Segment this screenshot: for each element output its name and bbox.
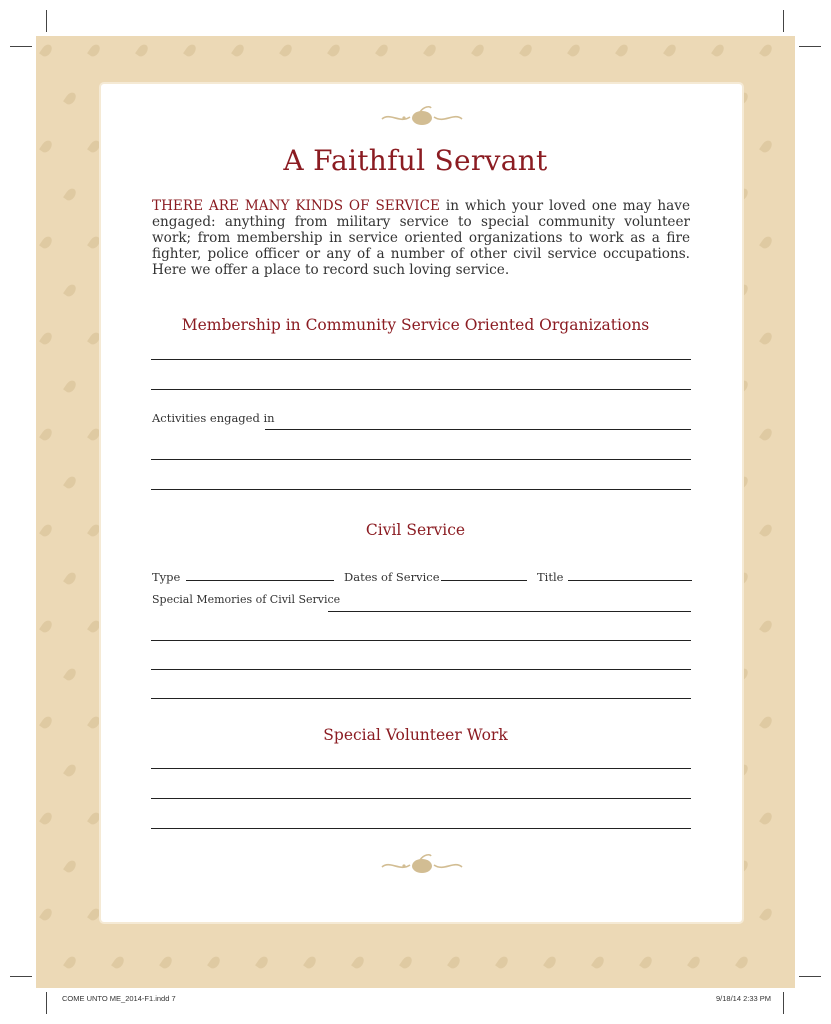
border-leaf-icon <box>87 619 102 635</box>
border-leaf-icon <box>135 43 150 59</box>
border-leaf-icon <box>63 379 78 395</box>
border-leaf-icon <box>327 43 342 59</box>
border-leaf-icon <box>39 235 54 251</box>
title-line[interactable] <box>568 580 692 581</box>
border-leaf-icon <box>519 43 534 59</box>
border-leaf-icon <box>759 907 774 923</box>
border-leaf-icon <box>87 907 102 923</box>
border-leaf-icon <box>63 283 78 299</box>
border-leaf-icon <box>39 811 54 827</box>
membership-line[interactable] <box>151 359 691 360</box>
border-leaf-icon <box>303 955 318 971</box>
border-leaf-icon <box>759 235 774 251</box>
border-leaf-icon <box>39 619 54 635</box>
type-label: Type <box>152 570 181 584</box>
border-leaf-icon <box>759 619 774 635</box>
leaf-ornament-icon <box>380 104 464 128</box>
crop-mark <box>799 46 821 47</box>
civil-memories-line[interactable] <box>151 669 691 670</box>
border-leaf-icon <box>759 811 774 827</box>
border-leaf-icon <box>543 955 558 971</box>
crop-mark <box>46 10 47 32</box>
civil-memories-line[interactable] <box>328 611 691 612</box>
border-leaf-icon <box>351 955 366 971</box>
crop-mark <box>799 976 821 977</box>
border-leaf-icon <box>63 763 78 779</box>
crop-mark <box>46 992 47 1014</box>
border-leaf-icon <box>711 43 726 59</box>
border-leaf-icon <box>87 427 102 443</box>
border-leaf-icon <box>87 811 102 827</box>
border-leaf-icon <box>87 235 102 251</box>
border-leaf-icon <box>159 955 174 971</box>
membership-heading: Membership in Community Service Oriented Organizations <box>181 316 650 334</box>
civil-memories-line[interactable] <box>151 640 691 641</box>
border-leaf-icon <box>615 43 630 59</box>
crop-mark <box>783 10 784 32</box>
leaf-ornament-icon <box>380 852 464 876</box>
border-leaf-icon <box>207 955 222 971</box>
crop-mark <box>10 976 32 977</box>
volunteer-work-heading: Special Volunteer Work <box>323 726 508 744</box>
border-leaf-icon <box>471 43 486 59</box>
border-leaf-icon <box>111 955 126 971</box>
border-leaf-icon <box>735 955 750 971</box>
border-leaf-icon <box>39 427 54 443</box>
civil-memories-line[interactable] <box>151 698 691 699</box>
border-leaf-icon <box>759 427 774 443</box>
page-title: A Faithful Servant <box>283 144 548 177</box>
dates-of-service-label: Dates of Service <box>344 570 440 584</box>
border-leaf-icon <box>39 43 54 59</box>
border-leaf-icon <box>183 43 198 59</box>
border-leaf-icon <box>495 955 510 971</box>
border-leaf-icon <box>255 955 270 971</box>
activities-line[interactable] <box>151 459 691 460</box>
volunteer-line[interactable] <box>151 828 691 829</box>
border-leaf-icon <box>591 955 606 971</box>
date-slug: 9/18/14 2:33 PM <box>716 994 772 1003</box>
crop-mark <box>783 992 784 1014</box>
border-leaf-icon <box>63 187 78 203</box>
border-leaf-icon <box>447 955 462 971</box>
civil-memories-label: Special Memories of Civil Service <box>152 593 341 606</box>
volunteer-line[interactable] <box>151 768 691 769</box>
border-leaf-icon <box>639 955 654 971</box>
intro-text: in which your loved one may have engaged: anything from military service to special community volunteer work; from membership in service oriented organizations to work as a fire fighter, police officer or any of a number of other civil service occupations. Here we offer a place to record such loving service. <box>152 198 690 278</box>
border-leaf-icon <box>567 43 582 59</box>
border-leaf-icon <box>687 955 702 971</box>
civil-service-heading: Civil Service <box>365 521 466 539</box>
border-leaf-icon <box>87 43 102 59</box>
border-leaf-icon <box>231 43 246 59</box>
dates-of-service-line[interactable] <box>441 580 527 581</box>
border-leaf-icon <box>63 859 78 875</box>
border-leaf-icon <box>63 91 78 107</box>
border-leaf-icon <box>423 43 438 59</box>
intro-paragraph <box>152 198 690 278</box>
activities-line[interactable] <box>151 489 691 490</box>
membership-line[interactable] <box>151 389 691 390</box>
volunteer-line[interactable] <box>151 798 691 799</box>
border-leaf-icon <box>63 571 78 587</box>
border-leaf-icon <box>39 907 54 923</box>
border-leaf-icon <box>63 475 78 491</box>
activities-label: Activities engaged in <box>152 411 275 425</box>
file-slug: COME UNTO ME_2014-F1.indd 7 <box>62 994 176 1003</box>
type-line[interactable] <box>186 580 334 581</box>
border-leaf-icon <box>663 43 678 59</box>
title-label: Title <box>537 570 564 584</box>
border-leaf-icon <box>759 43 774 59</box>
crop-mark <box>10 46 32 47</box>
border-leaf-icon <box>63 955 78 971</box>
border-leaf-icon <box>399 955 414 971</box>
border-leaf-icon <box>63 667 78 683</box>
border-leaf-icon <box>375 43 390 59</box>
border-leaf-icon <box>279 43 294 59</box>
intro-lead: THERE ARE MANY KINDS OF SERVICE <box>152 198 440 214</box>
activities-line[interactable] <box>265 429 691 430</box>
